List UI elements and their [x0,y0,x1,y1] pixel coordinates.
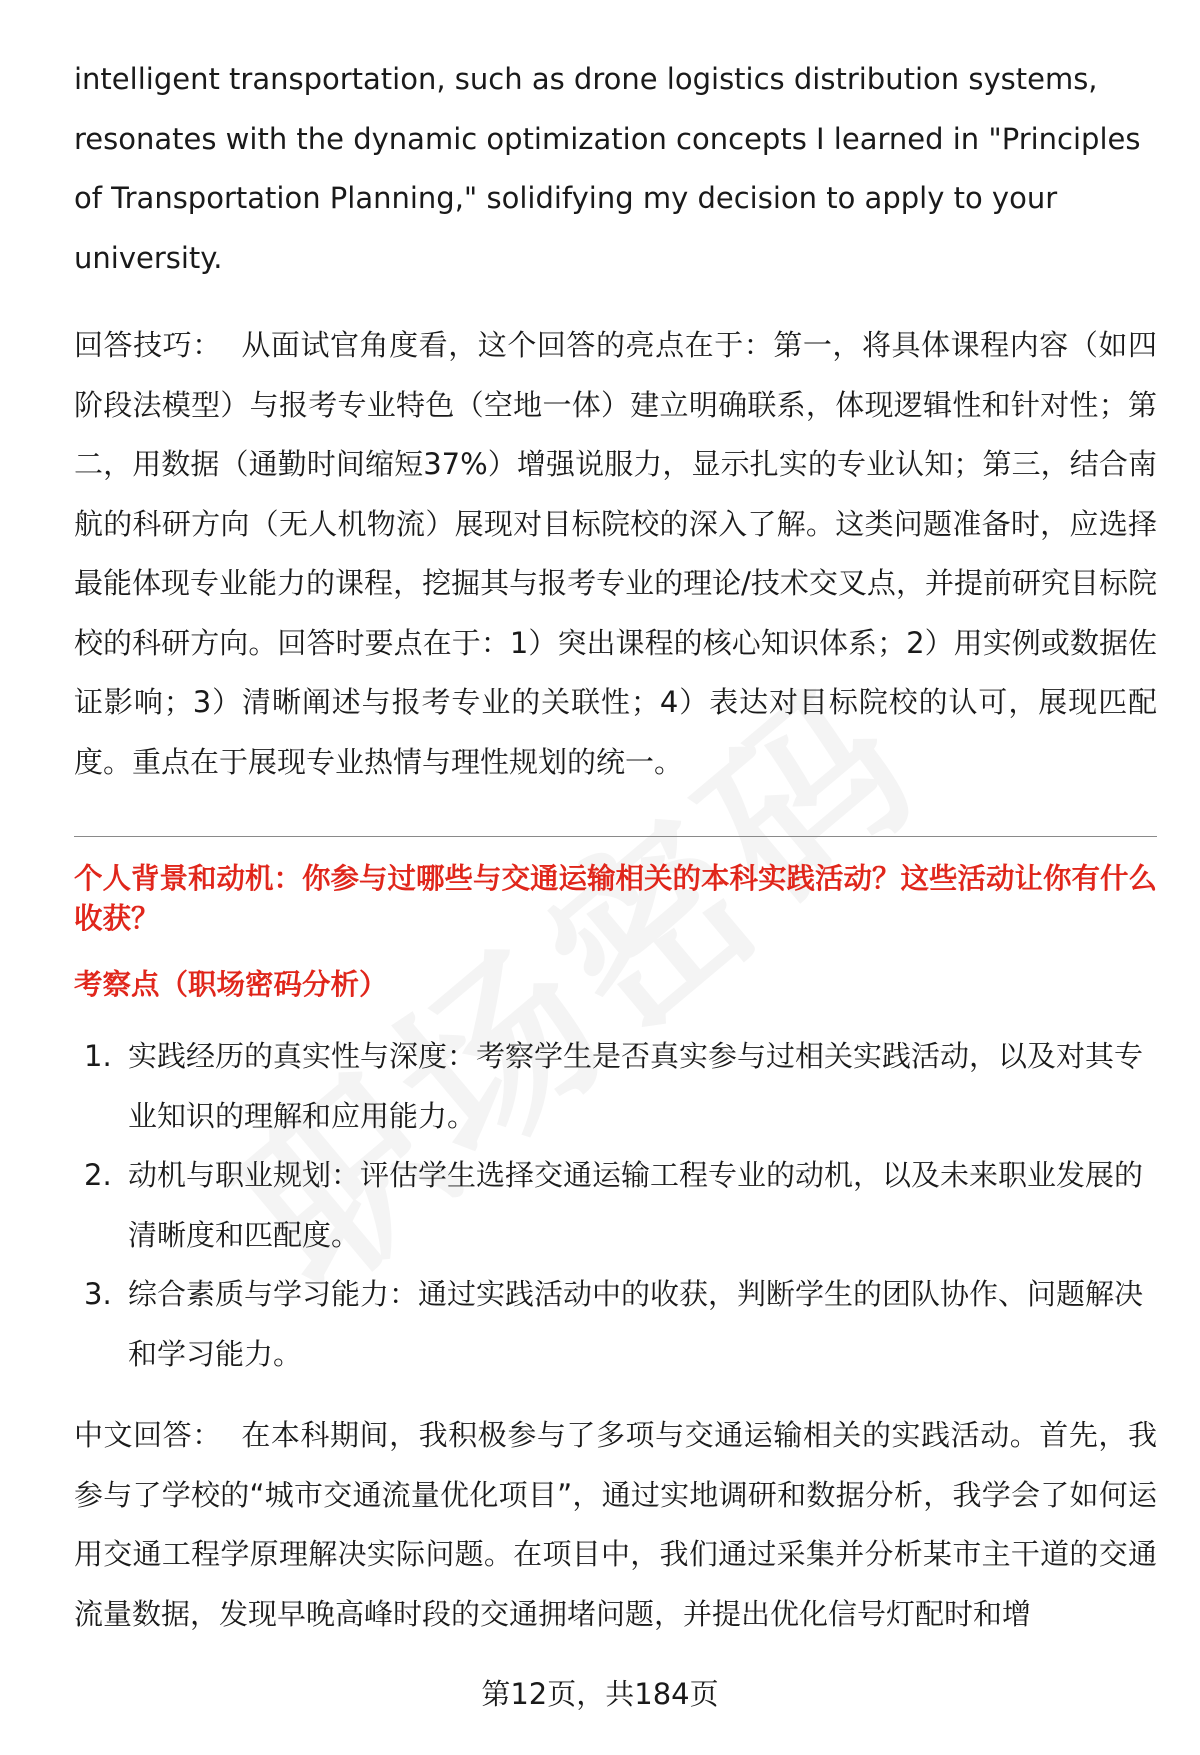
assessment-heading: 考察点（职场密码分析） [74,968,388,1001]
answer-text: 在本科期间，我积极参与了多项与交通运输相关的实践活动。首先，我参与了学校的“城市交通流量优化项目”，通过实地调研和数据分析，我学会了如何运用交通工程学原理解决实际问题。在项目中，我们通过采集并分析某市主干道的交通流量数据，发现早晚高峰时段的交通拥堵问题，并提出优化信号灯配时和增 [74,1418,1157,1631]
assessment-item [74,1146,1157,1265]
section-divider [74,836,1157,837]
tips-paragraph [74,316,1157,792]
document-body [74,50,1157,1644]
assessment-item-text: 实践经历的真实性与深度：考察学生是否真实参与过相关实践活动，以及对其专业知识的理解和应用能力。 [128,1039,1144,1133]
intro-english-paragraph: intelligent transportation, such as drone logistics distribution systems, resonates with the dynamic optimization concepts I learned in "Principles of Transportation Planning," solidifying my decision to apply to your university. [74,62,1141,275]
assessment-item-text: 综合素质与学习能力：通过实践活动中的收获，判断学生的团队协作、问题解决和学习能力。 [128,1277,1144,1371]
assessment-item [74,1027,1157,1146]
assessment-item [74,1265,1157,1384]
assessment-item-text: 动机与职业规划：评估学生选择交通运输工程专业的动机，以及未来职业发展的清晰度和匹配度。 [128,1158,1144,1252]
assessment-list [74,1027,1157,1384]
answer-paragraph [74,1406,1157,1644]
tips-label: 回答技巧： [74,328,222,362]
assessment-item-number: 1. [84,1039,112,1073]
question-heading: 个人背景和动机：你参与过哪些与交通运输相关的本科实践活动？这些活动让你有什么收获？ [74,862,1158,935]
tips-text: 从面试官角度看，这个回答的亮点在于：第一，将具体课程内容（如四阶段法模型）与报考专业特色（空地一体）建立明确联系，体现逻辑性和针对性；第二，用数据（通勤时间缩短37%）增强说服力，显示扎实的专业认知；第三，结合南航的科研方向（无人机物流）展现对目标院校的深入了解。这类问题准备时，应选择最能体现专业能力的课程，挖掘其与报考专业的理论/技术交叉点，并提前研究目标院校的科研方向。回答时要点在于：1）突出课程的核心知识体系；2）用实例或数据佐证影响；3）清晰阐述与报考专业的关联性；4）表达对目标院校的认可，展现匹配度。重点在于展现专业热情与理性规划的统一。 [74,328,1157,779]
assessment-item-number: 2. [84,1158,112,1192]
answer-label: 中文回答： [74,1418,222,1452]
page-footer: 第12页，共184页 [481,1677,719,1711]
assessment-item-number: 3. [84,1277,112,1311]
